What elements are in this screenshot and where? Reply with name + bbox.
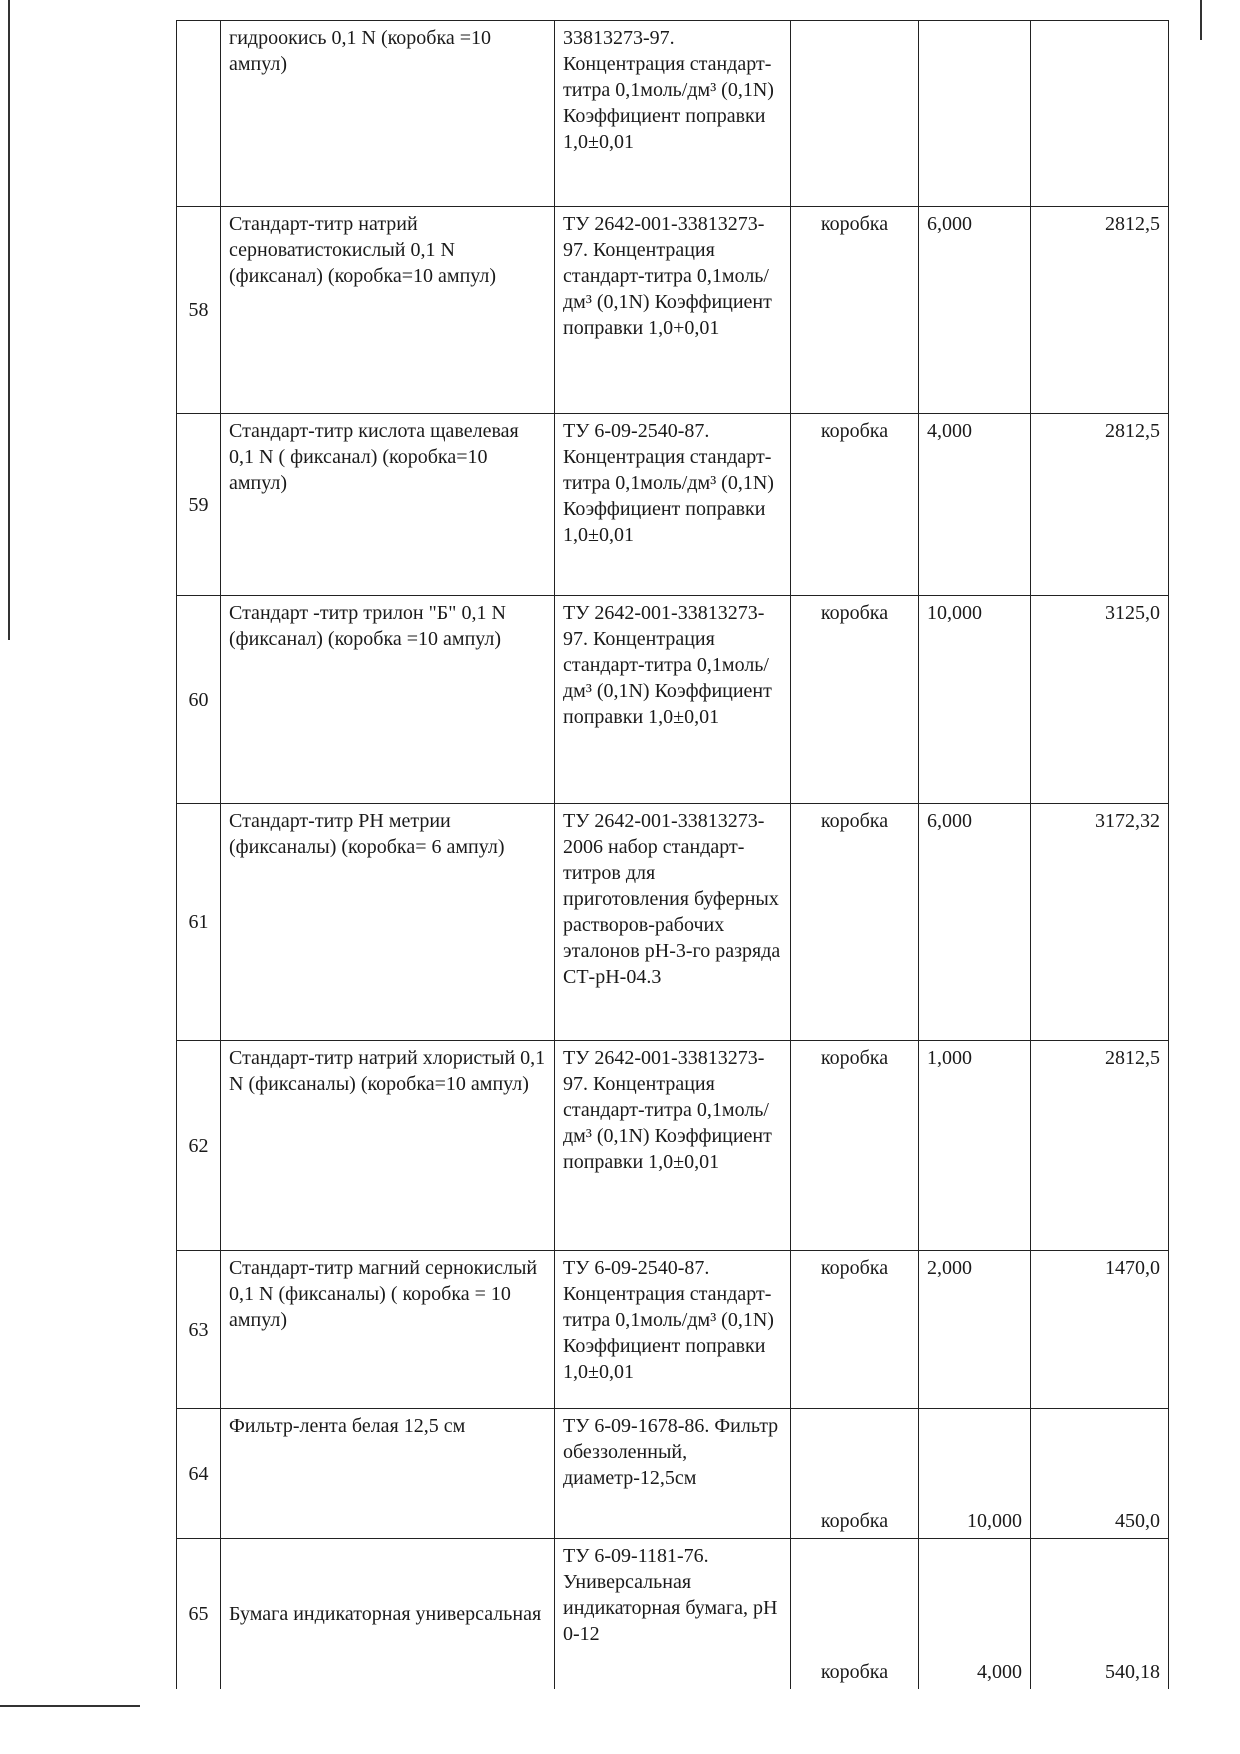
item-qty: 2,000 <box>919 1251 1031 1409</box>
item-name: Стандарт -титр трилон "Б" 0,1 N (фиксанал) (коробка =10 ампул) <box>221 596 555 804</box>
table-row <box>177 596 1169 804</box>
item-price: 3125,0 <box>1031 596 1169 804</box>
item-spec: ТУ 6-09-1678-86. Фильтр обеззоленный, диаметр-12,5см <box>555 1409 791 1539</box>
row-number: 64 <box>177 1409 221 1539</box>
table-row <box>177 1539 1169 1689</box>
table-row <box>177 1409 1169 1539</box>
item-price: 450,0 <box>1031 1409 1169 1539</box>
scan-edge-mark <box>8 0 10 640</box>
item-price <box>1031 21 1169 207</box>
row-number <box>177 21 221 207</box>
row-number: 62 <box>177 1041 221 1251</box>
row-number: 60 <box>177 596 221 804</box>
item-qty: 6,000 <box>919 804 1031 1041</box>
table-row <box>177 1251 1169 1409</box>
row-number: 59 <box>177 414 221 596</box>
item-name: Стандарт-титр кислота щавелевая 0,1 N ( фиксанал) (коробка=10 ампул) <box>221 414 555 596</box>
item-unit: коробка <box>791 804 919 1041</box>
item-spec: ТУ 2642-001-33813273-97. Концентрация стандарт-титра 0,1моль/дм³ (0,1N) Коэффициент поправки 1,0±0,01 <box>555 1041 791 1251</box>
item-spec: ТУ 6-09-2540-87. Концентрация стандарт-титра 0,1моль/дм³ (0,1N) Коэффициент поправки 1,0±0,01 <box>555 1251 791 1409</box>
item-price: 3172,32 <box>1031 804 1169 1041</box>
item-spec: ТУ 2642-001-33813273-2006 набор стандарт-титров для приготовления буферных растворов-рабочих эталонов pH-3-го разряда СТ-рН-04.3 <box>555 804 791 1041</box>
item-spec: ТУ 2642-001-33813273-97. Концентрация стандарт-титра 0,1моль/дм³ (0,1N) Коэффициент поправки 1,0+0,01 <box>555 207 791 414</box>
row-number: 61 <box>177 804 221 1041</box>
table-row <box>177 21 1169 207</box>
item-price: 2812,5 <box>1031 1041 1169 1251</box>
item-qty: 4,000 <box>919 1539 1031 1689</box>
item-price: 2812,5 <box>1031 207 1169 414</box>
item-unit: коробка <box>791 1251 919 1409</box>
table-row <box>177 804 1169 1041</box>
item-unit: коробка <box>791 596 919 804</box>
table-row <box>177 207 1169 414</box>
item-qty: 6,000 <box>919 207 1031 414</box>
item-unit <box>791 21 919 207</box>
items-table <box>176 20 1169 1689</box>
item-spec: 33813273-97. Концентрация стандарт-титра 0,1моль/дм³ (0,1N) Коэффициент поправки 1,0±0,01 <box>555 21 791 207</box>
scan-edge-mark <box>0 1705 140 1707</box>
item-qty: 10,000 <box>919 1409 1031 1539</box>
item-qty: 4,000 <box>919 414 1031 596</box>
item-name: Бумага индикаторная универсальная <box>221 1539 555 1689</box>
item-name: Стандарт-титр натрий серноватистокислый 0,1 N (фиксанал) (коробка=10 ампул) <box>221 207 555 414</box>
item-unit: коробка <box>791 207 919 414</box>
scan-edge-mark <box>1200 0 1202 40</box>
row-number: 65 <box>177 1539 221 1689</box>
row-number: 58 <box>177 207 221 414</box>
item-name: Стандарт-титр магний сернокислый 0,1 N (фиксаналы) ( коробка = 10 ампул) <box>221 1251 555 1409</box>
item-spec: ТУ 6-09-1181-76. Универсальная индикаторная бумага, pH 0-12 <box>555 1539 791 1689</box>
item-unit: коробка <box>791 1409 919 1539</box>
item-name: Стандарт-титр натрий хлористый 0,1 N (фиксаналы) (коробка=10 ампул) <box>221 1041 555 1251</box>
table-row <box>177 1041 1169 1251</box>
item-unit: коробка <box>791 1539 919 1689</box>
item-price: 2812,5 <box>1031 414 1169 596</box>
item-qty: 1,000 <box>919 1041 1031 1251</box>
item-price: 1470,0 <box>1031 1251 1169 1409</box>
item-name: Фильтр-лента белая 12,5 см <box>221 1409 555 1539</box>
item-name: Стандарт-титр РН метрии (фиксаналы) (коробка= 6 ампул) <box>221 804 555 1041</box>
item-spec: ТУ 2642-001-33813273-97. Концентрация стандарт-титра 0,1моль/дм³ (0,1N) Коэффициент поправки 1,0±0,01 <box>555 596 791 804</box>
table-row <box>177 414 1169 596</box>
item-unit: коробка <box>791 414 919 596</box>
item-qty: 10,000 <box>919 596 1031 804</box>
item-qty <box>919 21 1031 207</box>
item-name: гидроокись 0,1 N (коробка =10 ампул) <box>221 21 555 207</box>
item-spec: ТУ 6-09-2540-87. Концентрация стандарт-титра 0,1моль/дм³ (0,1N) Коэффициент поправки 1,0±0,01 <box>555 414 791 596</box>
item-price: 540,18 <box>1031 1539 1169 1689</box>
item-unit: коробка <box>791 1041 919 1251</box>
row-number: 63 <box>177 1251 221 1409</box>
